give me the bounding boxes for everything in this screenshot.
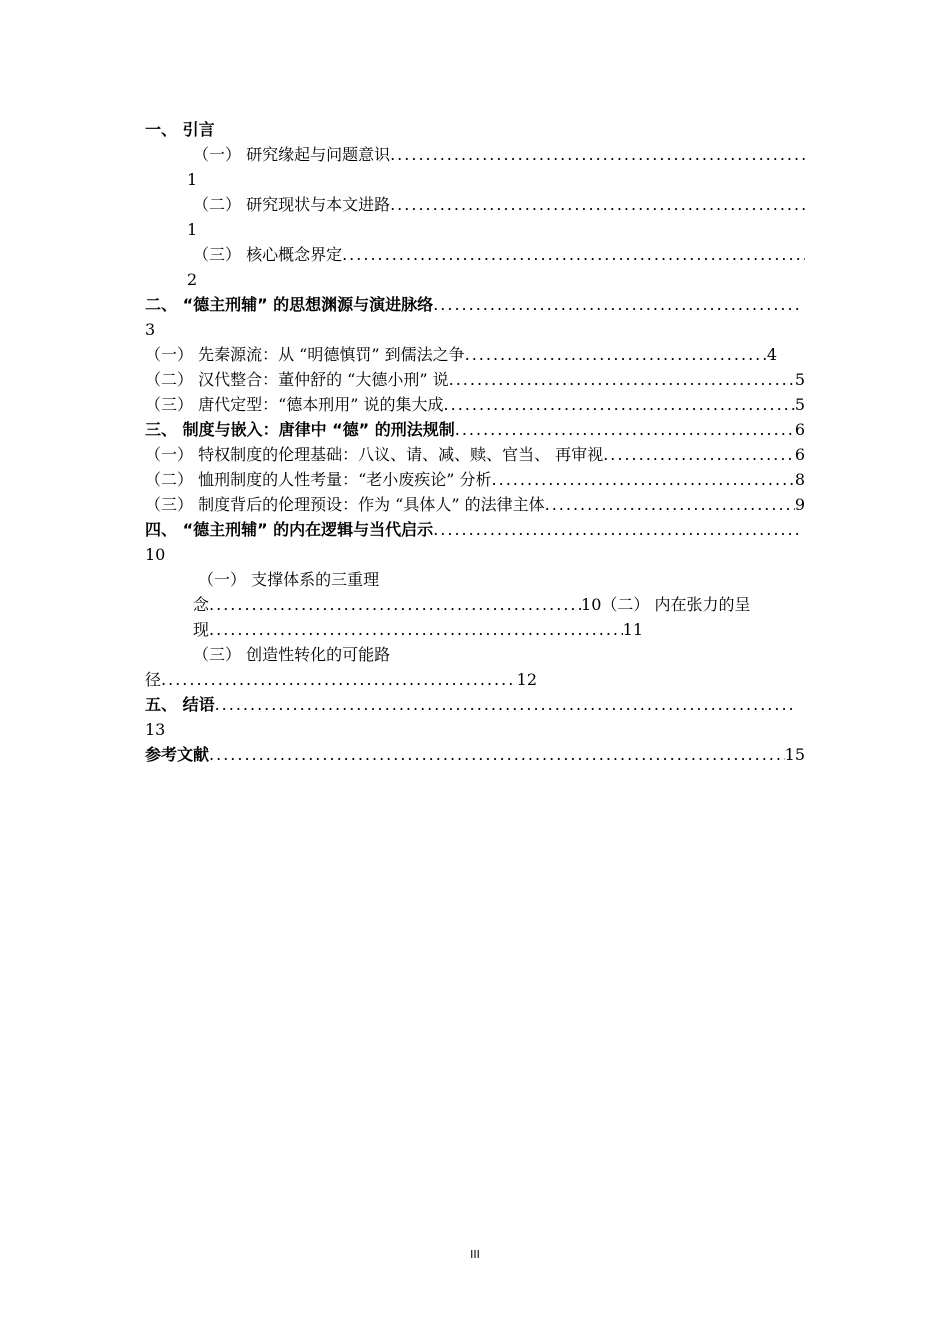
toc-leader-dots	[209, 618, 623, 642]
toc-entry-1-1-page: 1	[187, 170, 198, 189]
toc-heading-1-label: 一、 引言	[145, 120, 215, 139]
toc-entry-3-3-label: （三） 制度背后的伦理预设：作为 “具体人” 的法律主体	[145, 495, 545, 514]
toc-leader-dots	[545, 493, 795, 517]
toc-leader-dots	[215, 693, 793, 717]
toc-entry-3-3-page: 9	[794, 495, 805, 514]
toc-entry-2-2-page: 5	[794, 370, 805, 389]
toc-heading-3[interactable]	[145, 418, 805, 442]
toc-leader-dots	[444, 393, 795, 417]
toc-heading-4[interactable]	[145, 518, 800, 542]
toc-entry-4-2-label-end: 现	[193, 620, 210, 639]
toc-leader-dots	[455, 418, 795, 442]
toc-heading-1[interactable]	[145, 118, 215, 142]
page-number: III	[470, 1248, 480, 1261]
toc-entry-1-2-label: （二） 研究现状与本文进路	[193, 195, 391, 214]
toc-entry-4-3-page: 12	[516, 670, 537, 689]
toc-references-label: 参考文献	[145, 745, 210, 764]
toc-entry-3-2[interactable]	[145, 468, 805, 492]
toc-leader-dots	[390, 143, 805, 167]
toc-entry-2-1[interactable]	[145, 343, 777, 367]
toc-entry-1-2-page: 1	[187, 220, 198, 239]
toc-heading-2[interactable]	[145, 293, 800, 317]
toc-entry-2-2[interactable]	[145, 368, 805, 392]
toc-entry-1-1-label: （一） 研究缘起与问题意识	[193, 145, 391, 164]
toc-entry-1-2[interactable]	[193, 193, 805, 217]
toc-leader-dots	[449, 368, 795, 392]
toc-leader-dots	[492, 468, 795, 492]
toc-entry-1-1[interactable]	[193, 143, 805, 167]
toc-entry-2-3-page: 5	[794, 395, 805, 414]
toc-entry-4-2-page: 11	[622, 620, 643, 639]
toc-heading-3-label: 三、 制度与嵌入：唐律中 “德” 的刑法规制	[145, 420, 455, 439]
toc-entry-4-1-page: 10	[581, 595, 602, 614]
toc-leader-dots	[390, 193, 805, 217]
toc-heading-2-label: 二、 “德主刑辅” 的思想渊源与演进脉络	[145, 295, 434, 314]
toc-entry-1-3[interactable]	[193, 243, 805, 267]
toc-heading-4-label: 四、 “德主刑辅” 的内在逻辑与当代启示	[145, 520, 434, 539]
toc-leader-dots	[603, 443, 795, 467]
toc-entry-3-3[interactable]	[145, 493, 805, 517]
toc-leader-dots	[209, 743, 785, 767]
toc-entry-4-1-label: （一） 支撑体系的三重理	[198, 570, 380, 589]
toc-leader-dots	[161, 668, 517, 692]
toc-entry-4-3-cont[interactable]	[145, 668, 537, 692]
toc-entry-4-3-label: （三） 创造性转化的可能路	[193, 645, 391, 664]
toc-entry-3-1-page: 6	[794, 445, 805, 464]
toc-entry-2-3-label: （三） 唐代定型：“德本刑用” 说的集大成	[145, 395, 444, 414]
toc-entry-3-2-page: 8	[794, 470, 805, 489]
toc-entry-4-1-label-end: 念	[193, 595, 210, 614]
toc-heading-5[interactable]	[145, 693, 793, 717]
toc-entry-4-1-cont[interactable]	[193, 593, 798, 617]
toc-entry-4-1[interactable]	[198, 568, 379, 592]
toc-leader-dots	[465, 343, 767, 367]
toc-entry-2-1-label: （一） 先秦源流：从 “明德慎罚” 到儒法之争	[145, 345, 465, 364]
toc-entry-3-1[interactable]	[145, 443, 805, 467]
toc-entry-2-3[interactable]	[145, 393, 805, 417]
toc-entry-1-3-page: 2	[187, 270, 198, 289]
toc-entry-3-2-label: （二） 恤刑制度的人性考量：“老小废疾论” 分析	[145, 470, 492, 489]
toc-heading-5-page: 13	[145, 720, 166, 739]
toc-leader-dots	[433, 518, 800, 542]
toc-entry-2-2-label: （二） 汉代整合：董仲舒的 “大德小刑” 说	[145, 370, 449, 389]
toc-entry-4-2-label: （二） 内在张力的呈	[601, 595, 751, 614]
toc-entry-2-1-page: 4	[766, 345, 777, 364]
toc-heading-5-label: 五、 结语	[145, 695, 215, 714]
toc-heading-3-page: 6	[794, 420, 805, 439]
toc-heading-4-page: 10	[145, 545, 166, 564]
toc-references[interactable]	[145, 743, 805, 767]
toc-entry-4-3-label-end: 径	[145, 670, 162, 689]
toc-references-page: 15	[784, 745, 805, 764]
toc-entry-1-3-label: （三） 核心概念界定	[193, 245, 343, 264]
toc-leader-dots	[342, 243, 805, 267]
toc-leader-dots	[433, 293, 800, 317]
toc-leader-dots	[209, 593, 581, 617]
toc-entry-4-2-cont[interactable]	[193, 618, 643, 642]
toc-entry-4-3[interactable]	[193, 643, 390, 667]
toc-heading-2-page: 3	[145, 320, 156, 339]
toc-entry-3-1-label: （一） 特权制度的伦理基础：八议、请、减、赎、官当、 再审视	[145, 445, 604, 464]
